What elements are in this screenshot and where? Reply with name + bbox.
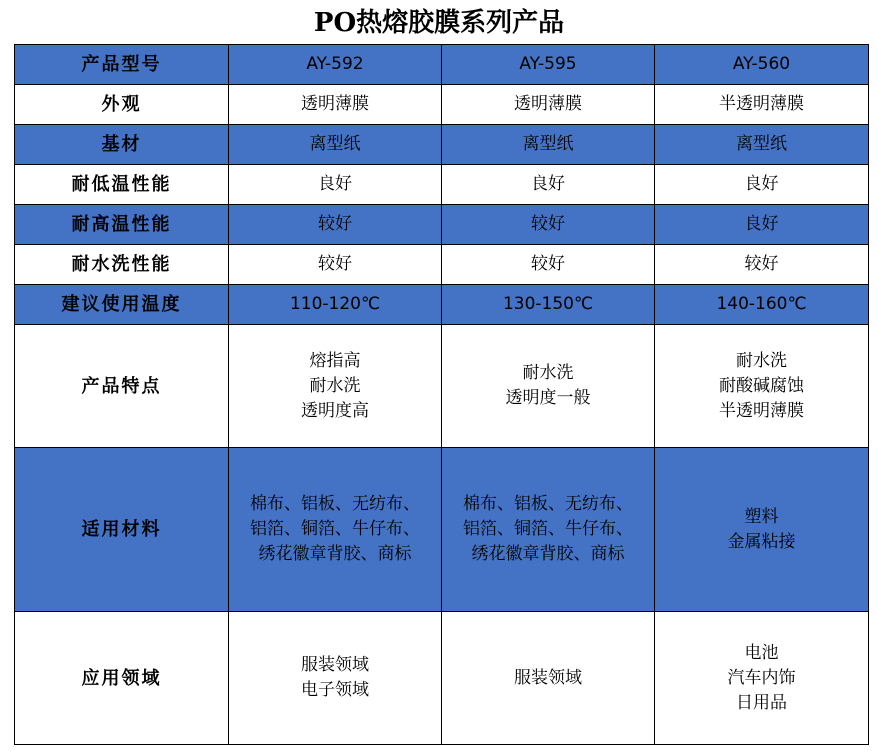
cell-ay595: 服装领域 <box>442 612 655 745</box>
cell-ay595: 130-150℃ <box>442 285 655 325</box>
row-label: 耐低温性能 <box>15 165 229 205</box>
cell-ay592: 较好 <box>229 245 442 285</box>
cell-ay595: 耐水洗 透明度一般 <box>442 325 655 448</box>
row-label: 产品特点 <box>15 325 229 448</box>
cell-ay560: 良好 <box>655 165 869 205</box>
table-row-applications <box>15 612 869 745</box>
cell-ay560: 塑料 金属粘接 <box>655 448 869 612</box>
table-row-temperature <box>15 285 869 325</box>
cell-ay595: 较好 <box>442 245 655 285</box>
cell-ay595: 透明薄膜 <box>442 85 655 125</box>
row-label: 应用领域 <box>15 612 229 745</box>
row-label: 产品型号 <box>15 45 229 85</box>
cell-ay560: AY-560 <box>655 45 869 85</box>
cell-ay560: 140-160℃ <box>655 285 869 325</box>
table-row-model <box>15 45 869 85</box>
cell-ay595: 离型纸 <box>442 125 655 165</box>
cell-ay592: 离型纸 <box>229 125 442 165</box>
cell-ay560: 较好 <box>655 245 869 285</box>
cell-ay595: 良好 <box>442 165 655 205</box>
cell-ay592: 较好 <box>229 205 442 245</box>
cell-ay592: 棉布、铝板、无纺布、 铝箔、铜箔、牛仔布、 绣花徽章背胶、商标 <box>229 448 442 612</box>
table-row-features <box>15 325 869 448</box>
table-row-wash <box>15 245 869 285</box>
cell-ay560: 电池 汽车内饰 日用品 <box>655 612 869 745</box>
cell-ay560: 离型纸 <box>655 125 869 165</box>
cell-ay595: 棉布、铝板、无纺布、 铝箔、铜箔、牛仔布、 绣花徽章背胶、商标 <box>442 448 655 612</box>
row-label: 基材 <box>15 125 229 165</box>
table-row-high-temp <box>15 205 869 245</box>
table-row-materials <box>15 448 869 612</box>
cell-ay592: 透明薄膜 <box>229 85 442 125</box>
cell-ay560: 耐水洗 耐酸碱腐蚀 半透明薄膜 <box>655 325 869 448</box>
table-row-appearance <box>15 85 869 125</box>
table-row-substrate <box>15 125 869 165</box>
row-label: 耐高温性能 <box>15 205 229 245</box>
cell-ay595: AY-595 <box>442 45 655 85</box>
cell-ay560: 半透明薄膜 <box>655 85 869 125</box>
spec-table <box>14 44 869 745</box>
row-label: 适用材料 <box>15 448 229 612</box>
cell-ay595: 较好 <box>442 205 655 245</box>
page-title: PO热熔胶膜系列产品 <box>313 8 565 38</box>
cell-ay592: 服装领域 电子领域 <box>229 612 442 745</box>
cell-ay560: 良好 <box>655 205 869 245</box>
table-row-low-temp <box>15 165 869 205</box>
cell-ay592: 熔指高 耐水洗 透明度高 <box>229 325 442 448</box>
cell-ay592: 良好 <box>229 165 442 205</box>
row-label: 耐水洗性能 <box>15 245 229 285</box>
cell-ay592: AY-592 <box>229 45 442 85</box>
row-label: 外观 <box>15 85 229 125</box>
row-label: 建议使用温度 <box>15 285 229 325</box>
cell-ay592: 110-120℃ <box>229 285 442 325</box>
